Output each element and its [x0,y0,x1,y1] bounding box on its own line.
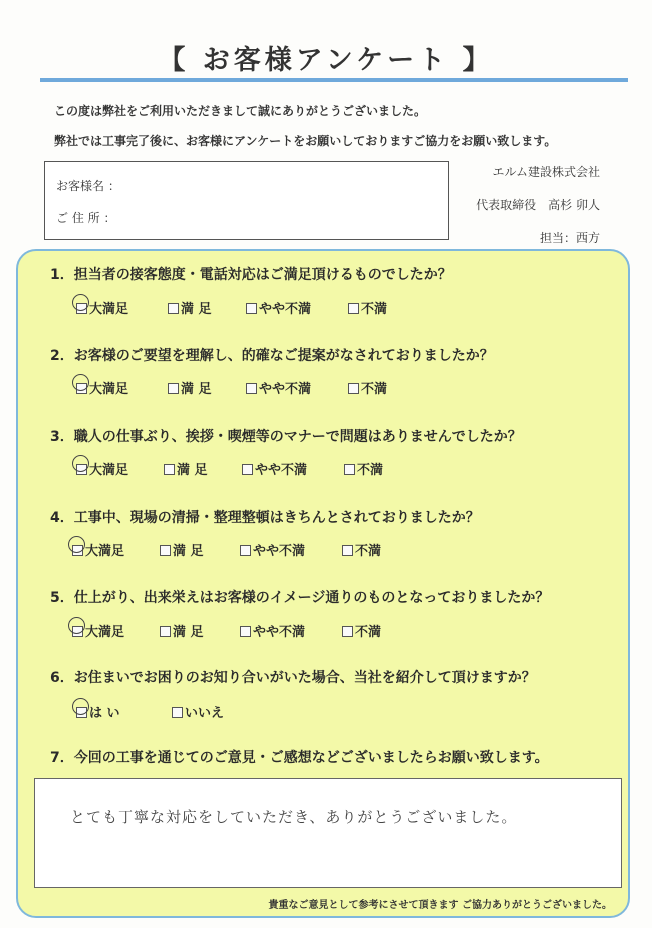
option-no[interactable] [172,702,224,721]
circle-mark [68,536,85,553]
question-4: 4．工事中、現場の清掃・整理整頓はきちんとされておりましたか？ [50,510,480,526]
option-label: 満 足 [173,625,204,640]
option-label: 不満 [361,382,388,397]
option-satisfied[interactable] [168,298,212,317]
company-name: エルム建設株式会社 [492,165,600,179]
option-label: やや不満 [259,302,312,317]
company-representative: 代表取締役 高杉 卯人 [476,198,600,212]
checkbox-icon [344,464,355,475]
option-label: 大満足 [85,544,125,559]
page-title: 【 お客様アンケート 】 [158,45,494,76]
option-label: は い [89,706,120,721]
question-7: 7．今回の工事を通じてのご意見・ご感想などございましたらお願い致します。 [50,750,549,766]
checkbox-icon [172,707,183,718]
option-very-satisfied[interactable] [72,621,124,640]
customer-name-label: お客様名 ： [56,179,120,193]
option-label: 大満足 [89,302,129,317]
checkbox-icon [342,545,353,556]
option-very-satisfied[interactable] [72,540,124,559]
option-label: 大満足 [89,382,129,397]
circle-mark [72,698,89,715]
option-satisfied[interactable] [164,459,208,478]
circle-mark [72,294,89,311]
checkbox-icon [246,303,257,314]
option-label: 不満 [355,625,382,640]
customer-address-label: ご 住 所 ： [56,211,116,225]
option-yes[interactable] [76,702,120,721]
question-2: 2．お客様のご要望を理解し、的確なご提案がなされておりましたか？ [50,348,494,364]
option-label: 大満足 [85,625,125,640]
option-label: やや不満 [253,544,306,559]
checkbox-icon [168,383,179,394]
option-somewhat-dissatisfied[interactable] [240,621,305,640]
checkbox-icon [246,383,257,394]
checkbox-icon [160,626,171,637]
staff-in-charge: 担当：西方 [539,231,600,245]
option-label: 不満 [355,544,382,559]
checkbox-icon [240,545,251,556]
option-somewhat-dissatisfied[interactable] [242,459,307,478]
option-satisfied[interactable] [160,540,204,559]
question-5: 5．仕上がり、出来栄えはお客様のイメージ通りのものとなっておりましたか？ [50,590,550,606]
handwritten-comment: とても丁寧な対応をしていただき、ありがとうございました。 [70,808,518,826]
option-very-satisfied[interactable] [76,378,128,397]
intro-line-1: この度は弊社をご利用いただきまして誠にありがとうございました。 [54,104,427,118]
customer-info-box[interactable] [44,161,449,240]
option-very-satisfied[interactable] [76,298,128,317]
circle-mark [72,374,89,391]
checkbox-icon [164,464,175,475]
checkbox-icon [348,303,359,314]
option-label: 大満足 [89,463,129,478]
option-somewhat-dissatisfied[interactable] [246,298,311,317]
option-somewhat-dissatisfied[interactable] [246,378,311,397]
option-satisfied[interactable] [160,621,204,640]
title-rule [40,78,628,82]
option-dissatisfied[interactable] [348,378,387,397]
option-label: やや不満 [259,382,312,397]
option-somewhat-dissatisfied[interactable] [240,540,305,559]
option-label: 満 足 [177,463,208,478]
option-label: 不満 [357,463,384,478]
checkbox-icon [168,303,179,314]
option-dissatisfied[interactable] [344,459,383,478]
checkbox-icon [160,545,171,556]
option-label: 満 足 [181,302,212,317]
comment-box[interactable] [34,778,622,888]
option-label: やや不満 [255,463,308,478]
option-label: いいえ [185,706,225,721]
question-6: 6．お住まいでお困りのお知り合いがいた場合、当社を紹介して頂けますか？ [50,670,536,686]
checkbox-icon [348,383,359,394]
option-dissatisfied[interactable] [342,540,381,559]
checkbox-icon [342,626,353,637]
option-satisfied[interactable] [168,378,212,397]
option-label: 不満 [361,302,388,317]
option-label: 満 足 [181,382,212,397]
option-label: 満 足 [173,544,204,559]
option-dissatisfied[interactable] [342,621,381,640]
intro-line-2: 弊社では工事完了後に、お客様にアンケートをお願いしておりますご協力をお願い致します。 [54,134,557,148]
circle-mark [68,617,85,634]
footer-note: 貴重なご意見として参考にさせて頂きます ご協力ありがとうございました。 [268,900,612,911]
checkbox-icon [242,464,253,475]
question-3: 3．職人の仕事ぶり、挨拶・喫煙等のマナーで問題はありませんでしたか？ [50,429,522,445]
question-1: 1．担当者の接客態度・電話対応はご満足頂けるものでしたか？ [50,267,452,283]
checkbox-icon [240,626,251,637]
option-label: やや不満 [253,625,306,640]
option-very-satisfied[interactable] [76,459,128,478]
circle-mark [72,455,89,472]
option-dissatisfied[interactable] [348,298,387,317]
